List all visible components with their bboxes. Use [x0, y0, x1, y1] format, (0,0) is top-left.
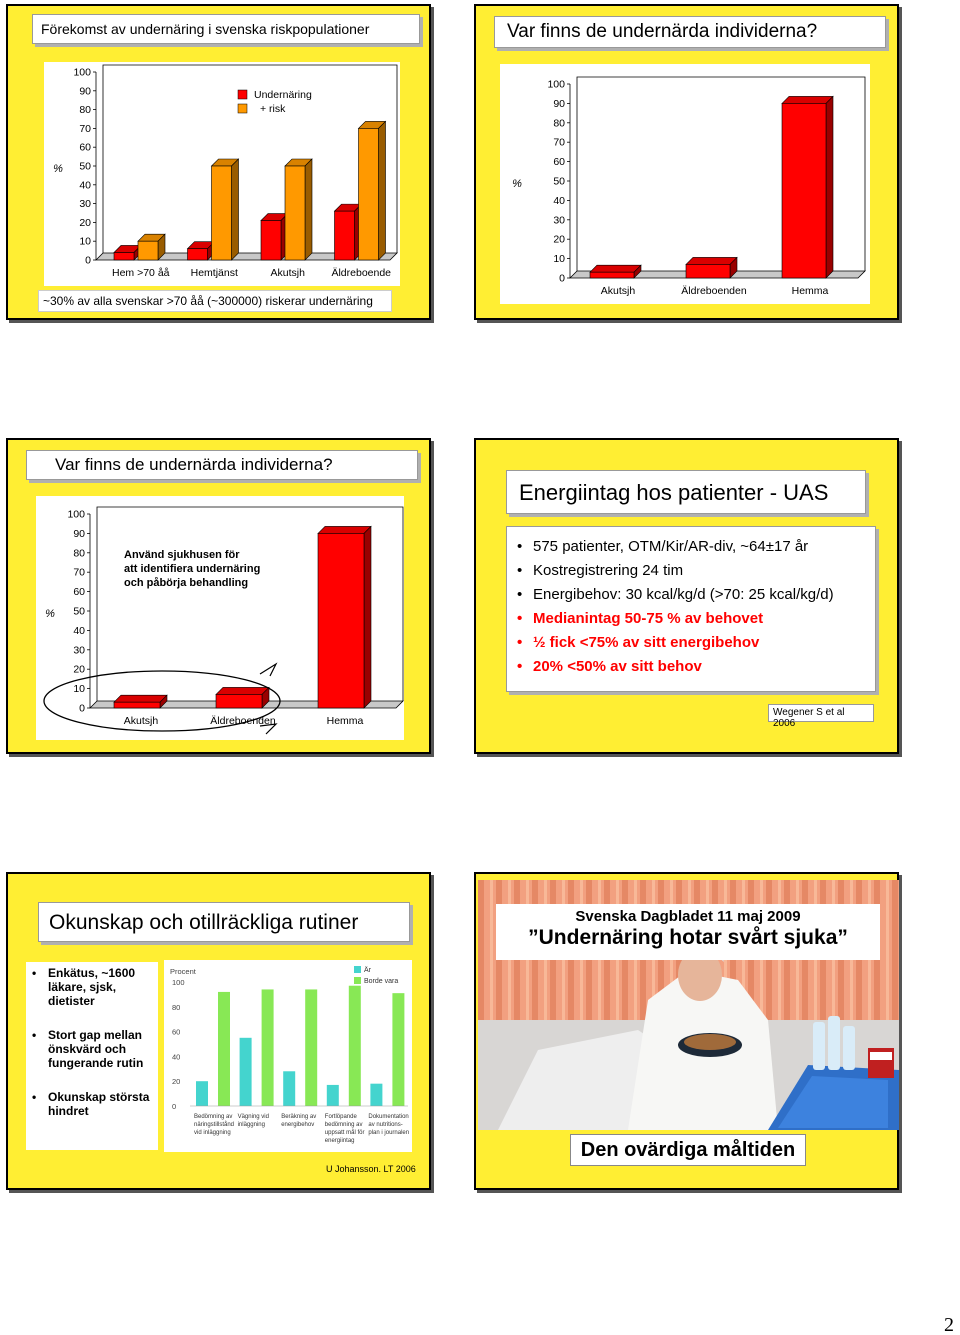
c5-ylabel: Procent — [170, 967, 196, 976]
c3-annotation-line-1: att identifiera undernäring — [124, 563, 261, 575]
c1-bar-0-1 — [138, 241, 158, 260]
slide-4-bullet: • Kostregistrering 24 tim — [515, 559, 867, 583]
slide-5-bullet-line: läkare, sjsk, — [48, 980, 117, 994]
c2-category-label-0: Akutsjh — [600, 285, 636, 297]
slide-1-chart — [44, 62, 400, 286]
slide-5-title — [38, 902, 410, 942]
slide-1-title — [32, 14, 420, 44]
slide-1-bar-chart — [44, 62, 400, 286]
c3-tick-label-4: 40 — [73, 624, 85, 637]
c3-tick-label-9: 90 — [73, 527, 85, 540]
c5-category-label-3-2: uppsatt mål för — [324, 1130, 365, 1136]
c5-category-label-4-1: av nutritions- — [368, 1122, 403, 1128]
c3-annotation-line-2: och påbörja behandling — [124, 577, 249, 589]
slide-6 — [474, 872, 899, 1190]
c5-bar-0-0 — [196, 1081, 208, 1106]
c1-tick-label-10: 100 — [73, 66, 91, 79]
slide-4-citation — [768, 704, 874, 729]
c2-bar-1 — [686, 264, 730, 278]
c5-bar-0-1 — [218, 992, 230, 1106]
slide-5-bullet-line: dietister — [48, 994, 95, 1008]
c1-category-label-3: Äldreboende — [331, 267, 392, 279]
c5-bar-4-0 — [370, 1084, 382, 1106]
c5-bar-3-1 — [349, 986, 361, 1106]
c1-bar-3-1-side — [379, 121, 386, 260]
c5-tick-label-1: 20 — [172, 1077, 181, 1087]
c5-category-label-0-1: näringstillstånd — [194, 1122, 235, 1128]
c2-bar-1-top — [686, 257, 737, 264]
slide-6-header — [496, 904, 880, 960]
slide-3-title-text: Var finns de undernärda individerna? — [55, 455, 333, 474]
c5-legend-label-0: Är — [364, 967, 371, 974]
c3-bar-1 — [216, 694, 262, 708]
c2-tick-label-0: 0 — [559, 272, 565, 285]
c3-tick-label-10: 100 — [67, 508, 85, 521]
slide-5-title-text: Okunskap och otillräckliga rutiner — [49, 911, 359, 934]
slide-1 — [6, 4, 431, 320]
c2-tick-label-2: 20 — [553, 233, 565, 246]
c5-bar-1-1 — [262, 989, 274, 1106]
slide-4-bullet: • Energibehov: 30 kcal/kg/d (>70: 25 kcal/kg/d) — [515, 583, 867, 607]
slide-5-chart — [164, 960, 412, 1152]
page-number: 2 — [944, 1314, 954, 1335]
slide-5-bullet-line: hindret — [48, 1104, 89, 1118]
slide-5-citation — [326, 1164, 416, 1174]
slide-3-chart — [36, 496, 404, 740]
c2-tick-label-1: 10 — [553, 253, 565, 266]
c1-bar-2-1-side — [305, 159, 312, 260]
c2-bar-2 — [782, 103, 826, 278]
c5-category-label-2-0: Beräkning av — [281, 1114, 317, 1120]
c1-bar-1-1-side — [232, 159, 239, 260]
c1-bar-0-0 — [114, 252, 134, 260]
slide-4 — [474, 438, 899, 754]
c2-tick-label-7: 70 — [553, 136, 565, 149]
c2-tick-label-9: 90 — [553, 97, 565, 110]
c1-legend-label-1: + risk — [260, 103, 286, 115]
c1-tick-label-3: 30 — [79, 198, 91, 211]
c1-legend-swatch-1 — [238, 104, 247, 113]
slide-4-title — [506, 470, 866, 514]
c3-ylabel: % — [45, 608, 55, 620]
c5-category-label-0-0: Bedömning av — [194, 1114, 233, 1120]
slide-4-bullet-list — [515, 535, 867, 679]
c1-tick-label-6: 60 — [79, 141, 91, 154]
slide-5-bullet-line: önskvärd och — [48, 1042, 127, 1056]
c1-bar-1-1 — [212, 166, 232, 260]
c5-tick-label-4: 80 — [172, 1002, 181, 1012]
c3-category-label-2: Hemma — [326, 715, 364, 727]
slide-5-bullets — [26, 962, 158, 1150]
slide-2-title-text: Var finns de undernärda individerna? — [507, 21, 818, 42]
c2-category-label-2: Hemma — [791, 285, 829, 297]
slide-5-bullet-line: • Okunskap största — [48, 1090, 150, 1104]
slide-4-bullet: • 20% <50% av sitt behov — [515, 655, 867, 679]
slide-5-bullet-list — [30, 966, 154, 1118]
c5-legend-swatch-0 — [354, 966, 361, 973]
c2-tick-label-5: 50 — [553, 175, 565, 188]
c1-legend-label-0: Undernäring — [254, 89, 312, 101]
c5-category-label-2-1: energibehov — [281, 1122, 315, 1128]
slide-6-header-line1: Svenska Dagbladet 11 maj 2009 — [575, 908, 801, 925]
c1-bar-2-1 — [285, 166, 305, 260]
c1-bar-1-0 — [188, 249, 208, 260]
slide-1-footer-text: ~30% av alla svenskar >70 åå (~300000) riskerar undernäring — [43, 294, 373, 308]
c5-category-label-3-0: Fortlöpande — [324, 1114, 357, 1120]
slide-3-title — [26, 450, 418, 480]
slide-5-bullet — [30, 1028, 154, 1070]
slide-6-header-line2: ”Undernäring hotar svårt sjuka” — [528, 926, 848, 949]
c3-category-label-0: Akutsjh — [123, 715, 159, 727]
c2-ylabel: % — [512, 178, 522, 190]
slide-6-caption-text: Den ovärdiga måltiden — [580, 1139, 796, 1161]
slide-5-bar-chart — [164, 960, 412, 1152]
slide-2-bar-chart — [500, 64, 870, 304]
c1-tick-label-1: 10 — [79, 235, 91, 248]
c1-tick-label-5: 50 — [79, 160, 91, 173]
c5-bar-4-1 — [392, 993, 404, 1106]
c3-tick-label-3: 30 — [73, 644, 85, 657]
slide-5-bullet — [30, 966, 154, 1008]
c3-bar-0 — [114, 702, 160, 708]
c1-bar-3-1 — [359, 128, 379, 260]
c5-category-label-0-2: vid inläggning — [194, 1130, 231, 1136]
c3-tick-label-5: 50 — [73, 605, 85, 618]
c3-tick-label-0: 0 — [79, 702, 85, 715]
slide-5-bullet — [30, 1090, 154, 1118]
c5-category-label-4-0: Dokumentation — [368, 1114, 409, 1120]
c5-tick-label-2: 40 — [172, 1052, 181, 1062]
c5-category-label-1-1: inläggning — [237, 1122, 265, 1128]
c2-bar-0-top — [590, 265, 641, 272]
c2-bar-2-side — [826, 96, 833, 278]
slide-5 — [6, 872, 431, 1190]
c1-tick-label-2: 20 — [79, 216, 91, 229]
slide-3-bar-chart — [36, 496, 404, 740]
c3-tick-label-8: 80 — [73, 547, 85, 560]
c1-ylabel: % — [53, 163, 63, 175]
c5-category-label-3-3: energiintag — [324, 1138, 355, 1144]
c1-category-label-1: Hemtjänst — [190, 267, 238, 279]
c1-tick-label-0: 0 — [85, 254, 91, 267]
c3-category-label-1: Äldreboenden — [210, 715, 276, 727]
c1-tick-label-7: 70 — [79, 122, 91, 135]
c2-bar-2-top — [782, 96, 833, 103]
slide-4-bullet: • ½ fick <75% av sitt energibehov — [515, 631, 867, 655]
c5-bar-2-1 — [305, 989, 317, 1106]
c5-bar-1-0 — [240, 1038, 252, 1106]
c3-bar-2-side — [364, 526, 371, 708]
slide-5-bullet-line: fungerande rutin — [48, 1056, 144, 1070]
c1-category-label-2: Akutsjh — [270, 267, 305, 279]
c3-tick-label-2: 20 — [73, 663, 85, 676]
c5-category-label-1-0: Vägning vid — [237, 1114, 269, 1120]
c2-tick-label-3: 30 — [553, 214, 565, 227]
c3-bar-1-top — [216, 687, 269, 694]
slide-5-bullet-line: • Stort gap mellan — [48, 1028, 143, 1042]
slide-4-bullet: • 575 patienter, OTM/Kir/AR-div, ~64±17 år — [515, 535, 867, 559]
c3-annotation-line-0: Använd sjukhusen för — [124, 549, 240, 561]
c3-bar-2-top — [318, 526, 371, 533]
c5-tick-label-5: 100 — [172, 978, 185, 987]
c5-tick-label-3: 60 — [172, 1027, 181, 1037]
slide-4-bullet: • Medianintag 50-75 % av behovet — [515, 607, 867, 631]
c5-category-label-3-1: bedömning av — [324, 1122, 363, 1128]
c2-tick-label-8: 80 — [553, 117, 565, 130]
c2-tick-label-6: 60 — [553, 156, 565, 169]
c2-bar-0 — [590, 272, 634, 278]
slide-4-citation-text: Wegener S et al 2006 — [773, 707, 845, 729]
slide-2-title — [494, 16, 886, 48]
slide-2-chart — [500, 64, 870, 304]
slide-4-body — [506, 526, 876, 692]
c3-tick-label-1: 10 — [73, 683, 85, 696]
slide-1-title-text: Förekomst av undernäring i svenska riskpopulationer — [41, 21, 370, 37]
c1-tick-label-9: 90 — [79, 85, 91, 98]
c1-bar-3-0 — [335, 211, 355, 260]
slide-4-title-text: Energiintag hos patienter - UAS — [519, 480, 829, 505]
slide-1-footer — [38, 290, 392, 312]
c5-category-label-4-2: plan i journalen — [368, 1130, 410, 1136]
c2-category-label-1: Äldreboenden — [681, 285, 747, 297]
c3-bar-0-top — [114, 695, 167, 702]
c3-bar-2 — [318, 533, 364, 708]
slide-3 — [6, 438, 431, 754]
slide-6-caption — [570, 1134, 806, 1166]
c1-tick-label-8: 80 — [79, 104, 91, 117]
c5-bar-2-0 — [283, 1071, 295, 1106]
c5-tick-label-0: 0 — [172, 1102, 177, 1111]
c5-bar-3-0 — [327, 1085, 339, 1106]
slide-5-citation-text: U Johansson. LT 2006 — [326, 1164, 416, 1174]
c5-legend-label-1: Borde vara — [364, 978, 399, 985]
slide-5-bullet-line: • Enkätus, ~1600 — [48, 966, 136, 980]
c2-tick-label-10: 100 — [547, 78, 565, 91]
c3-tick-label-6: 60 — [73, 586, 85, 599]
c1-tick-label-4: 40 — [79, 179, 91, 192]
c3-tick-label-7: 70 — [73, 566, 85, 579]
c5-legend-swatch-1 — [354, 977, 361, 984]
c1-legend-swatch-0 — [238, 90, 247, 99]
slide-2 — [474, 4, 899, 320]
c1-bar-2-0 — [261, 221, 281, 260]
c1-category-label-0: Hem >70 åå — [112, 267, 170, 279]
c2-tick-label-4: 40 — [553, 194, 565, 207]
